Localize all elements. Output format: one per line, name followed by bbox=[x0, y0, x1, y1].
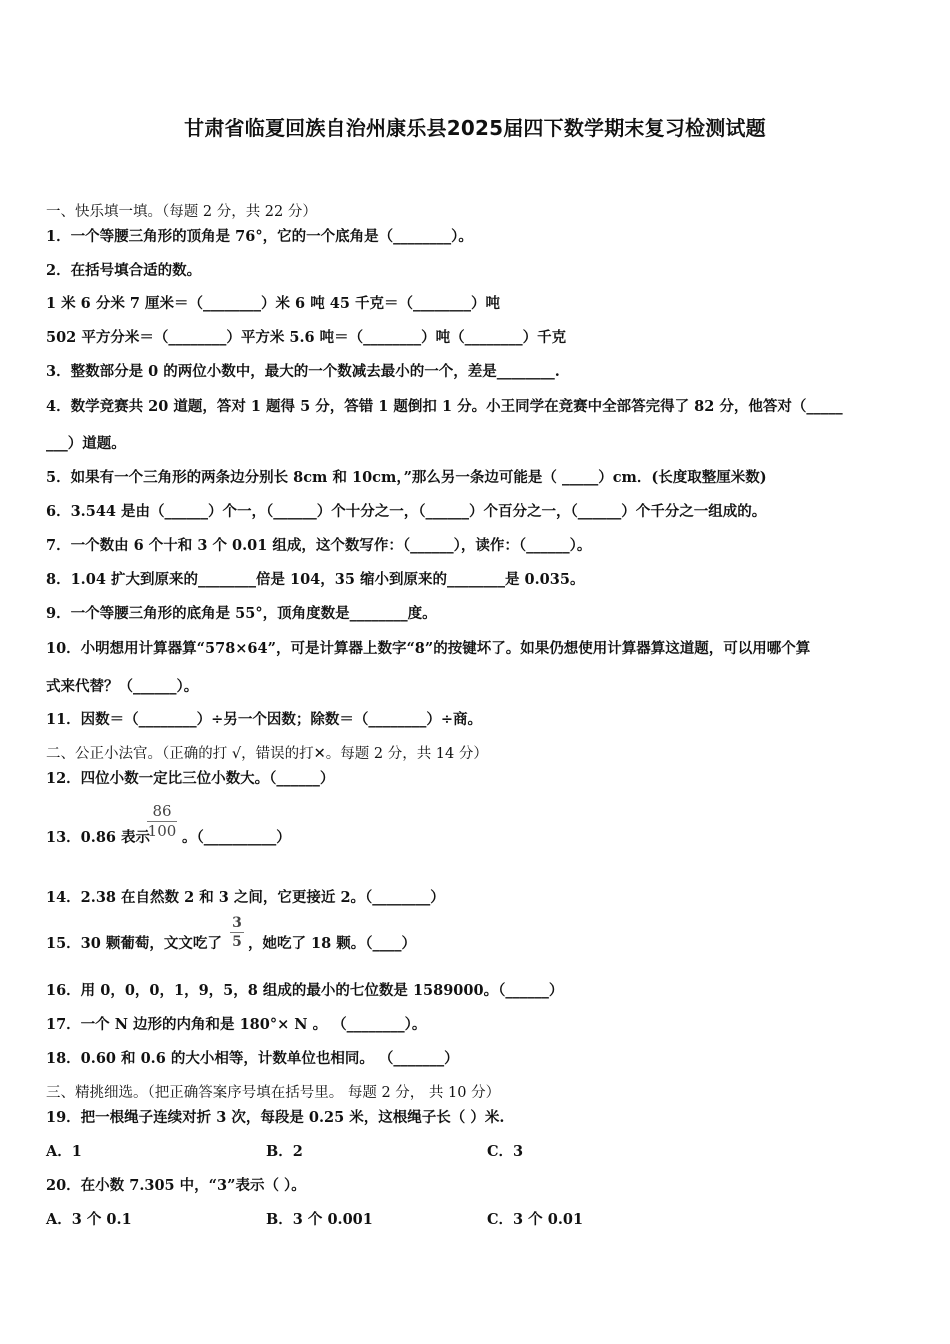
fraction-bar bbox=[230, 932, 244, 933]
question-17: 17．一个 N 边形的内角和是 180°× N 。 （________）。 bbox=[46, 1016, 427, 1033]
question-15-prefix: 15．30 颗葡萄，文文吃了 bbox=[46, 935, 222, 952]
question-20-option-c: C．3 个 0.01 bbox=[487, 1211, 584, 1228]
question-19-option-b: B．2 bbox=[266, 1143, 303, 1160]
question-20-option-b: B．3 个 0.001 bbox=[266, 1211, 373, 1228]
question-10-line-b: 式来代替？（______）。 bbox=[46, 678, 199, 695]
question-2-line-a: 1 米 6 分米 7 厘米＝（________）米 6 吨 45 千克＝（________）吨 bbox=[46, 295, 500, 312]
question-4-line-b: ___）道题。 bbox=[46, 435, 126, 452]
fraction-denominator: 100 bbox=[147, 822, 177, 840]
question-15-suffix: ，她吃了 18 颗。（____） bbox=[248, 935, 417, 952]
question-13-prefix: 13．0.86 表示 bbox=[46, 829, 151, 846]
question-20-option-a: A．3 个 0.1 bbox=[46, 1211, 132, 1228]
fraction-numerator: 86 bbox=[152, 802, 172, 820]
fraction-denominator: 5 bbox=[232, 934, 242, 950]
question-2: 2．在括号填合适的数。 bbox=[46, 262, 202, 279]
question-11: 11．因数＝（________）÷另一个因数；除数＝（________）÷商。 bbox=[46, 711, 482, 728]
question-19-option-a: A．1 bbox=[46, 1143, 82, 1160]
question-5: 5．如果有一个三角形的两条边分别长 8cm 和 10cm，”那么另一条边可能是（ _____）cm．(长度取整厘米数) bbox=[46, 469, 767, 486]
question-7: 7．一个数由 6 个十和 3 个 0.01 组成，这个数写作：（______），读作：（______）。 bbox=[46, 537, 592, 554]
fraction-3-5 bbox=[230, 916, 244, 949]
question-8: 8．1.04 扩大到原来的________倍是 104，35 缩小到原来的________是 0.035。 bbox=[46, 571, 585, 588]
question-10-line-a: 10．小明想用计算器算“578×64”，可是计算器上数字“8”的按键坏了。如果仍想使用计算器算这道题，可以用哪个算 bbox=[46, 640, 811, 657]
question-14: 14．2.38 在自然数 2 和 3 之间，它更接近 2。（________） bbox=[46, 889, 445, 906]
question-3: 3．整数部分是 0 的两位小数中，最大的一个数减去最小的一个，差是________. bbox=[46, 363, 560, 380]
question-4-line-a: 4．数学竞赛共 20 道题，答对 1 题得 5 分，答错 1 题倒扣 1 分。小王同学在竞赛中全部答完得了 82 分，他答对（_____ bbox=[46, 398, 843, 415]
section-2-heading: 二、公正小法官。（正确的打 √，错误的打✕。每题 2 分，共 14 分） bbox=[46, 746, 488, 762]
fraction-86-100 bbox=[147, 804, 177, 839]
question-16: 16．用 0，0，0，1，9，5，8 组成的最小的七位数是 1589000。（______） bbox=[46, 982, 564, 999]
question-9: 9．一个等腰三角形的底角是 55°，顶角度数是________度。 bbox=[46, 605, 437, 622]
question-19: 19．把一根绳子连续对折 3 次，每段是 0.25 米，这根绳子长（ ）米. bbox=[46, 1109, 505, 1126]
question-6: 6．3.544 是由（______）个一，（______）个十分之一，（______）个百分之一，（______）个千分之一组成的。 bbox=[46, 503, 767, 520]
section-3-heading: 三、精挑细选。（把正确答案序号填在括号里。 每题 2 分， 共 10 分） bbox=[46, 1085, 501, 1101]
page-title: 甘肃省临夏回族自治州康乐县2025届四下数学期末复习检测试题 bbox=[184, 116, 766, 140]
section-1-heading: 一、快乐填一填。（每题 2 分，共 22 分） bbox=[46, 204, 317, 220]
question-2-line-b: 502 平方分米＝（________）平方米 5.6 吨＝（________）吨（________）千克 bbox=[46, 329, 567, 346]
question-1: 1．一个等腰三角形的顶角是 76°，它的一个底角是（________）。 bbox=[46, 228, 473, 245]
question-18: 18．0.60 和 0.6 的大小相等，计数单位也相同。 （_______） bbox=[46, 1050, 459, 1067]
question-20: 20．在小数 7.305 中，“3”表示（ ）。 bbox=[46, 1177, 306, 1194]
question-12: 12．四位小数一定比三位小数大。（______） bbox=[46, 770, 335, 787]
fraction-numerator: 3 bbox=[232, 915, 242, 931]
question-19-option-c: C．3 bbox=[487, 1143, 524, 1160]
question-13-suffix: 。（__________） bbox=[182, 829, 291, 846]
